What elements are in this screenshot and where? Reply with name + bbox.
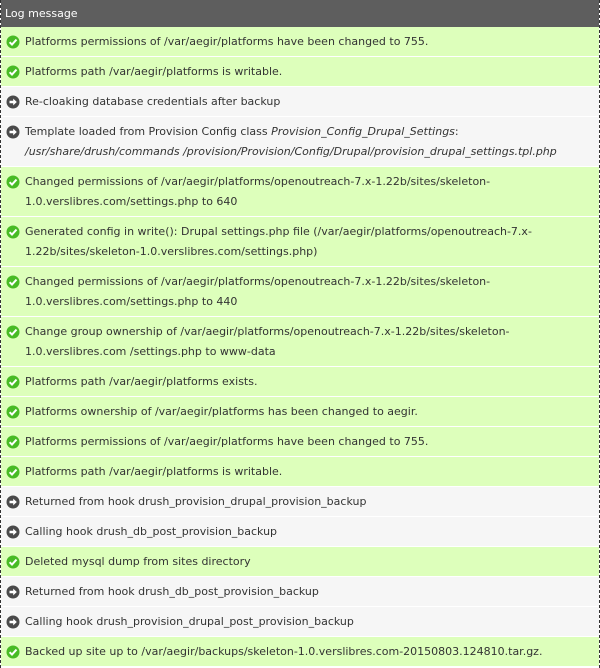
log-message-text: Backed up site up to /var/aegir/backups/skeleton-1.0.verslibres.com-20150803.124810.tar.gz. xyxy=(25,644,543,658)
check-circle-icon xyxy=(6,555,20,569)
arrow-right-circle-icon xyxy=(6,495,20,509)
check-circle-icon xyxy=(6,405,20,419)
log-message-text: Platforms path /var/aegir/platforms is writable. xyxy=(25,64,283,78)
config-class-name: Provision_Config_Drupal_Settings xyxy=(271,124,455,138)
log-message-header: Log message xyxy=(1,0,599,27)
template-file-path: /usr/share/drush/commands /provision/Provision/Config/Drupal/provision_drupal_settings.tpl.php xyxy=(25,144,557,158)
log-row xyxy=(1,607,599,637)
check-circle-icon xyxy=(6,65,20,79)
log-message-text: Platforms path /var/aegir/platforms is writable. xyxy=(25,464,283,478)
log-row xyxy=(1,367,599,397)
log-message-text-part: Template loaded from Provision Config class xyxy=(25,124,272,138)
log-message-text: Re-cloaking database credentials after backup xyxy=(25,94,281,108)
log-message-text: Returned from hook drush_provision_drupal_provision_backup xyxy=(25,494,367,508)
log-rows xyxy=(1,27,599,667)
log-message-text: Calling hook drush_provision_drupal_post_provision_backup xyxy=(25,614,354,628)
log-row xyxy=(1,637,599,667)
log-row xyxy=(1,87,599,117)
log-message-text: Calling hook drush_db_post_provision_backup xyxy=(25,524,278,538)
check-circle-icon xyxy=(6,645,20,659)
log-row xyxy=(1,457,599,487)
check-circle-icon xyxy=(6,275,20,289)
log-message-text: Platforms path /var/aegir/platforms exists. xyxy=(25,374,258,388)
log-message-text: Deleted mysql dump from sites directory xyxy=(25,554,251,568)
log-row xyxy=(1,57,599,87)
check-circle-icon xyxy=(6,175,20,189)
log-message-text: Changed permissions of /var/aegir/platforms/openoutreach-7.x-1.22b/sites/skeleton-1.0.verslibres.com/settings.php to 440 xyxy=(25,274,491,308)
log-row xyxy=(1,397,599,427)
log-row xyxy=(1,487,599,517)
log-message-text: Returned from hook drush_db_post_provision_backup xyxy=(25,584,319,598)
log-row xyxy=(1,317,599,367)
log-row xyxy=(1,547,599,577)
arrow-right-circle-icon xyxy=(6,615,20,629)
check-circle-icon xyxy=(6,225,20,239)
log-message-text: Platforms ownership of /var/aegir/platforms has been changed to aegir. xyxy=(25,404,418,418)
check-circle-icon xyxy=(6,35,20,49)
check-circle-icon xyxy=(6,465,20,479)
log-row xyxy=(1,427,599,457)
log-row xyxy=(1,27,599,57)
log-row xyxy=(1,267,599,317)
check-circle-icon xyxy=(6,325,20,339)
arrow-right-circle-icon xyxy=(6,125,20,139)
arrow-right-circle-icon xyxy=(6,95,20,109)
log-row xyxy=(1,217,599,267)
log-row xyxy=(1,577,599,607)
log-row xyxy=(1,117,599,167)
log-message-text xyxy=(25,122,593,162)
log-message-text: Generated config in write(): Drupal settings.php file (/var/aegir/platforms/openoutreach-7.x-1.22b/sites/skeleton-1.0.verslibres.com/settings.php) xyxy=(25,224,532,258)
arrow-right-circle-icon xyxy=(6,525,20,539)
log-message-text: Changed permissions of /var/aegir/platforms/openoutreach-7.x-1.22b/sites/skeleton-1.0.verslibres.com/settings.php to 640 xyxy=(25,174,491,208)
log-message-text-part: : xyxy=(454,124,459,138)
log-message-text: Platforms permissions of /var/aegir/platforms have been changed to 755. xyxy=(25,434,429,448)
log-message-text: Change group ownership of /var/aegir/platforms/openoutreach-7.x-1.22b/sites/skeleton-1.0.verslibres.com /settings.php to www-data xyxy=(25,324,510,358)
log-message-text: Platforms permissions of /var/aegir/platforms have been changed to 755. xyxy=(25,34,429,48)
check-circle-icon xyxy=(6,375,20,389)
arrow-right-circle-icon xyxy=(6,585,20,599)
log-row xyxy=(1,167,599,217)
log-row xyxy=(1,517,599,547)
check-circle-icon xyxy=(6,435,20,449)
